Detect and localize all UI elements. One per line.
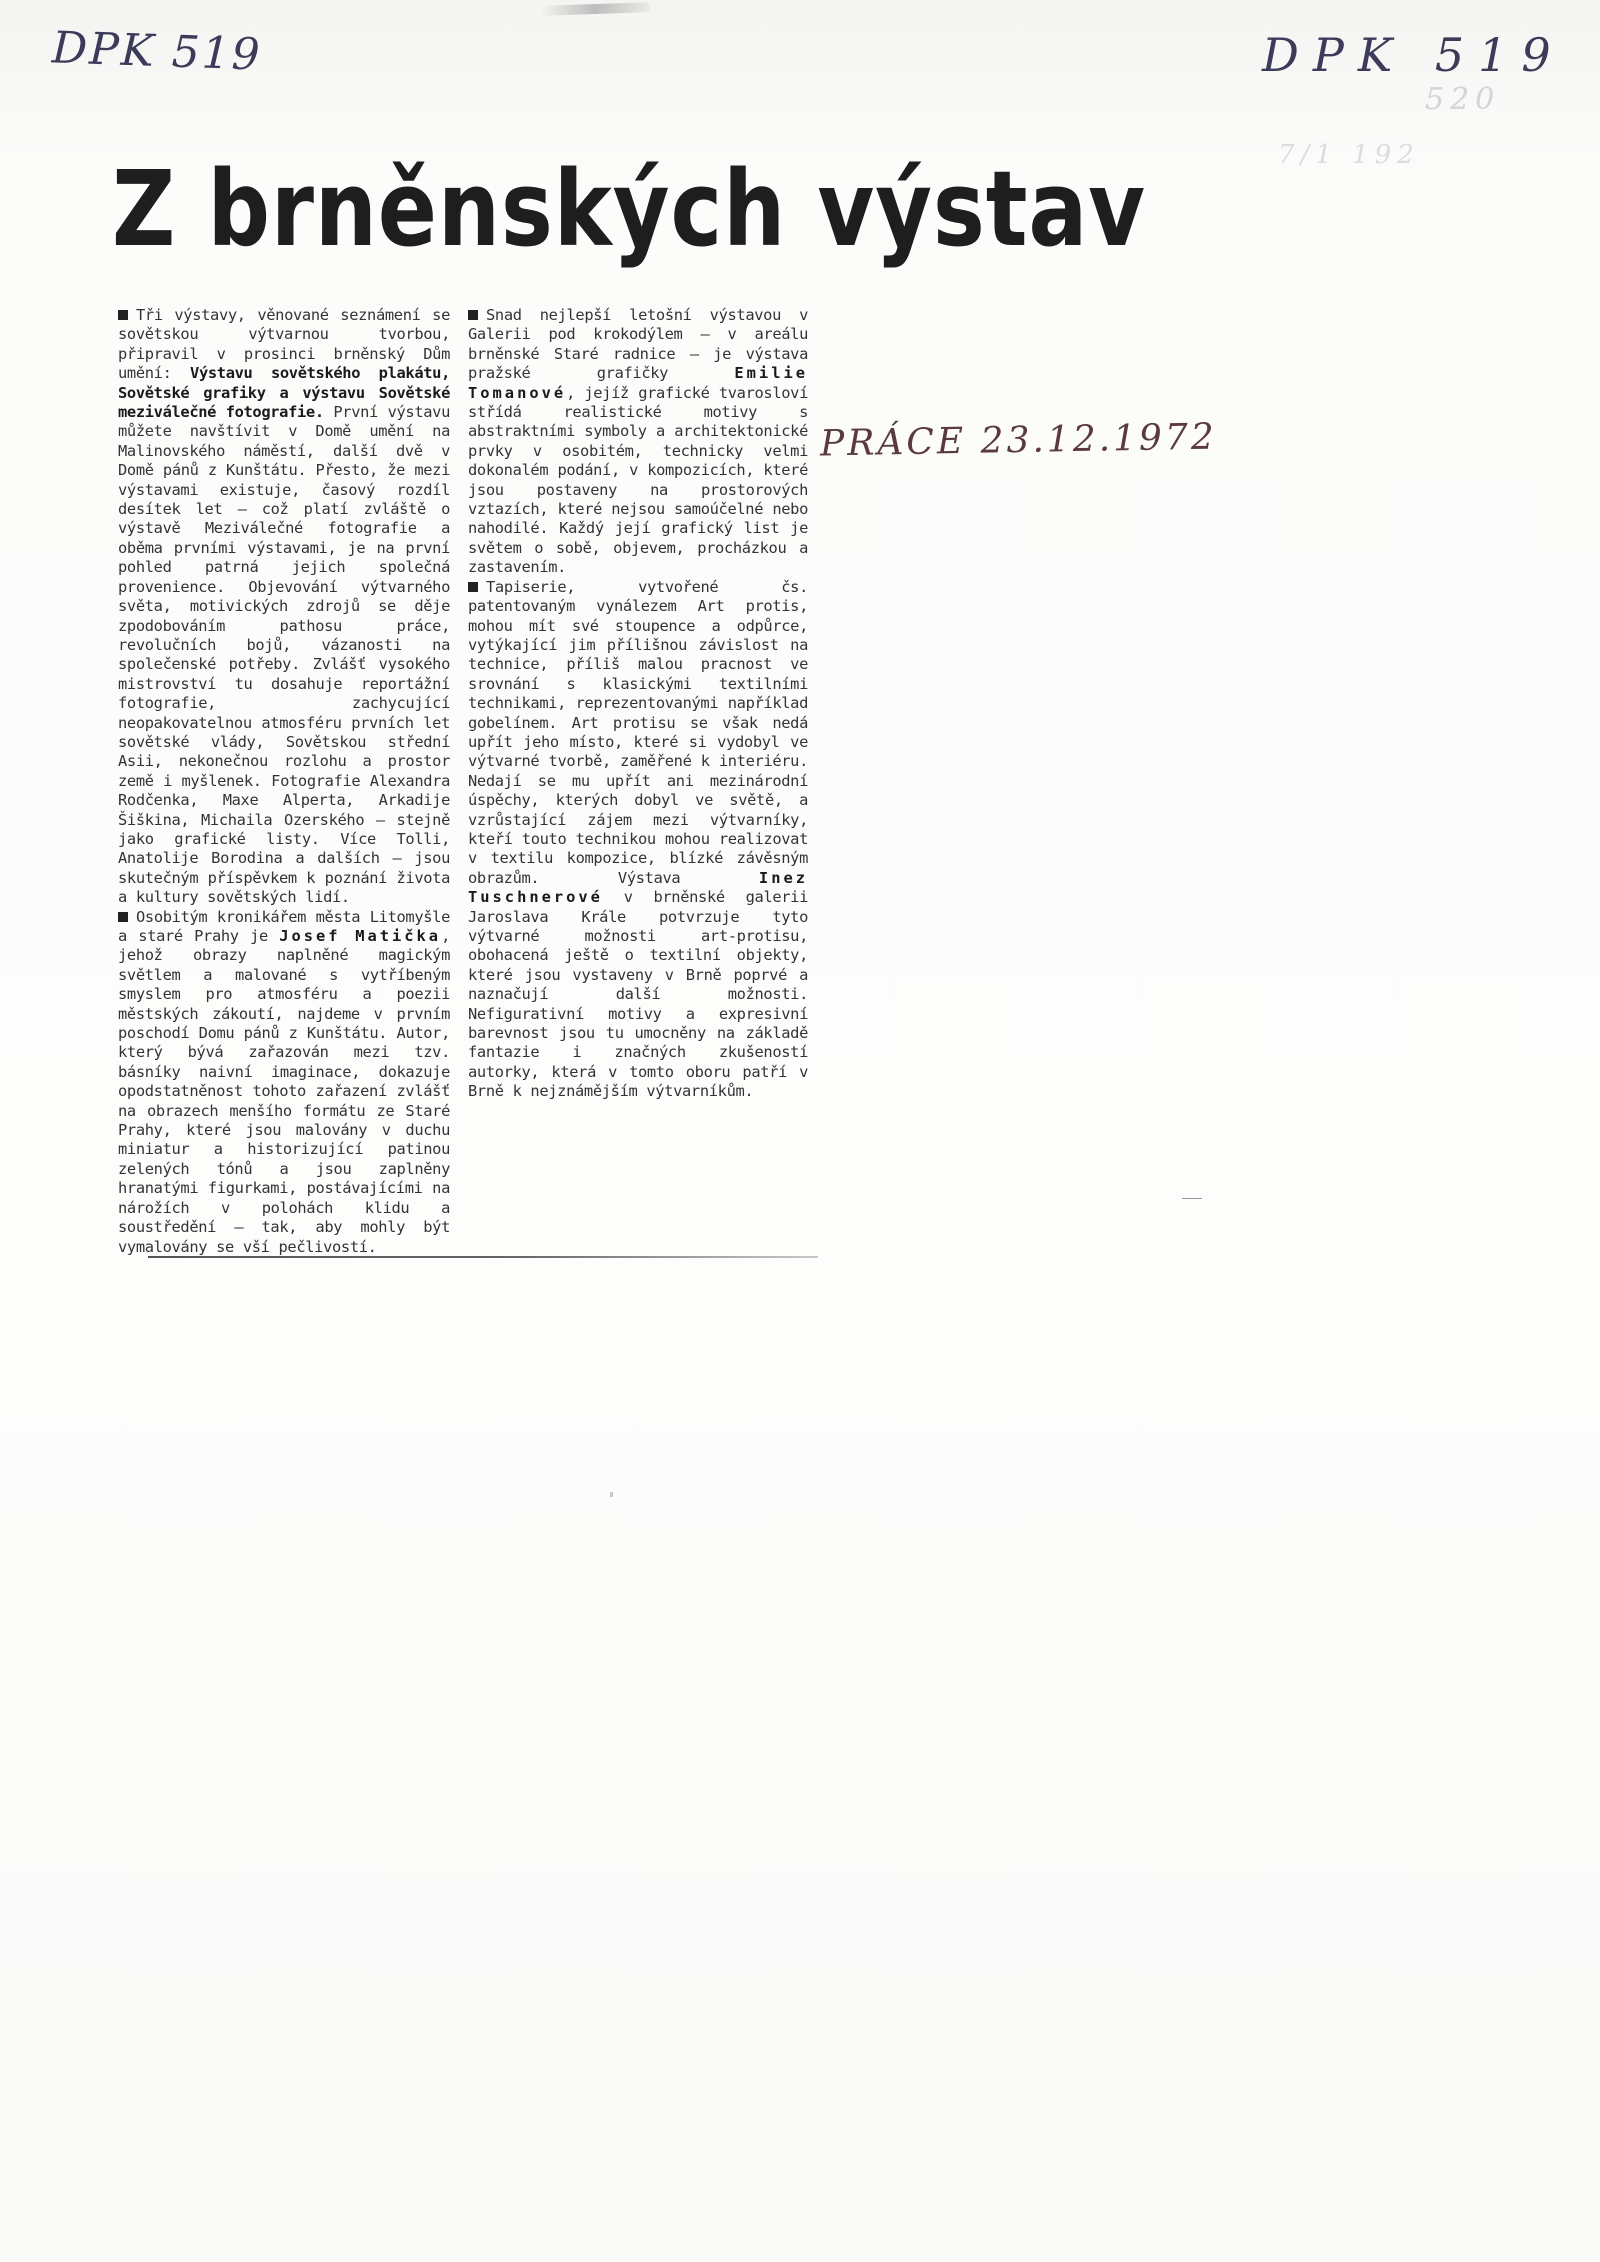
paragraph-text: Snad nejlepší letošní výstavou v Galerii pod krokodýlem — v areálu brněnské Staré radnice — je výstava pražské grafičky: [468, 306, 808, 383]
article-column-2: [468, 306, 808, 1102]
artist-name: Emilie Tomanové: [468, 364, 808, 402]
paragraph-text: Osobitým kronikářem města Litomyšle a staré Prahy je: [118, 907, 450, 945]
handwritten-archive-number-right: DPK 519: [1262, 28, 1565, 82]
artist-name: Inez Tuschnerové: [468, 868, 808, 907]
handwritten-source-date: PRÁCE 23.12.1972: [819, 416, 1218, 465]
bullet-square-icon: [468, 582, 478, 592]
handwritten-archive-number-left: DPK 519: [51, 22, 263, 81]
paragraph-text: Tapiserie, vytvořené čs. patentovaným vynálezem Art protis, mohou mít své stoupence a odpůrce, vytýkající jim přílišnou závislost na technice, příliš malou pracnost ve srovnání s klasickými textilními technikami, reprezentovanými například gobelínem. Art protisu se však nedá upřít jeho místo, které si vydobyl ve výtvarné tvorbě, zaměřené k interiéru. Nedají se mu upřít ani mezinárodní úspěchy, kterých dobyl ve světě, a vzrůstající zájem mezi výtvarníky, kteří touto technikou mohou realizovat v textilu kompozice, blízké závěsným obrazům. Výstava: [468, 577, 808, 887]
paragraph-text: Tři výstavy, věnované seznámení se sovětskou výtvarnou tvorbou, připravil v prosinci brněnský Dům umění:: [118, 306, 450, 383]
faint-pencil-note: 7/1 192: [1278, 140, 1420, 170]
paragraph-text: První výstavu můžete navštívit v Domě umění na Malinovského náměstí, další dvě v Domě pánů z Kunštátu. Přesto, že mezi výstavami existuje, časový rozdíl desítek let — což platí zvláště o výstavě Meziválečné fotografie a oběma prvními výstavami, je na první pohled patrná jejich společná provenience. Objevování výtvarného světa, motivických zdrojů se děje zpodobováním pathosu práce, revolučních bojů, vázanosti na společenské potřeby. Zvlášť vysokého mistrovství tu dosahuje reportážní fotografie, zachycující neopakovatelnou atmosféru prvních let sovětské vlády, Sovětskou střední Asii, nekonečnou rozlohu a prostor země i myšlenek. Fotografie Alexandra Rodčenka, Maxe Alperta, Arkadije Šiškina, Michaila Ozerského — stejně jako grafické listy. Více Tolli, Anatolije Borodina a dalších — jsou skutečným příspěvkem k poznání života a kultury sovětských lidí.: [118, 403, 450, 907]
bullet-square-icon: [468, 310, 478, 320]
paragraph-tomanova: [468, 306, 808, 578]
paragraph-tapiserie: [468, 578, 808, 1102]
artist-name: Josef Matička: [279, 927, 442, 945]
faint-pencil-number: 520: [1425, 82, 1501, 117]
article-title: Z brněnských výstav: [112, 148, 1146, 270]
article-column-1: [118, 306, 450, 1257]
exhibition-names: Výstavu sovětského plakátu, Sovětské grafiky a výstavu Sovětské meziválečné fotografie.: [118, 364, 450, 422]
bullet-square-icon: [118, 310, 128, 320]
margin-tick-mark: [1182, 1198, 1202, 1199]
paper-speck: [610, 1492, 613, 1497]
paragraph-text: , jejíž grafické tvarosloví střídá realistické motivy s abstraktními symboly a architektonické prvky v osobitém, technicky velmi dokonalém podání, v kompozicích, které jsou postaveny na prostorových vztazích, které nejsou samoúčelné nebo nahodilé. Každý její grafický list je světem o sobě, objevem, procházkou a zastavením.: [468, 383, 808, 577]
bullet-square-icon: [118, 912, 128, 922]
bottom-rule-divider: [148, 1256, 818, 1258]
paragraph-maticka: [118, 908, 450, 1257]
paragraph-three-exhibitions: [118, 306, 450, 908]
paragraph-text: , jehož obrazy naplněné magickým světlem a malované s vytříbeným smyslem pro atmosféru a poezii městských zákoutí, najdeme v prvním poschodí Domu pánů z Kunštátu. Autor, který bývá zařazován mezi tzv. básníky naivní imaginace, dokazuje opodstatněnost tohoto zařazení zvlášť na obrazech menšího formátu ze Staré Prahy, které jsou malovány v duchu miniatur a historizující patinou zelených tónů a jsou zaplněny hranatými figurkami, postávajícími na nárožích v polohách klidu a soustředění — tak, aby mohly být vymalovány se vší pečlivostí.: [118, 927, 450, 1256]
paragraph-text: v brněnské galerii Jaroslava Krále potvrzuje tyto výtvarné možnosti art-protisu, obohacená ještě o textilní objekty, které jsou vystaveny v Brně poprvé a naznačují další možnosti. Nefigurativní motivy a expresivní barevnost jsou tu umocněny na základě fantazie i značných zkušeností autorky, která v tomto oboru patří v Brně k nejznámějším výtvarníkům.: [468, 888, 808, 1101]
